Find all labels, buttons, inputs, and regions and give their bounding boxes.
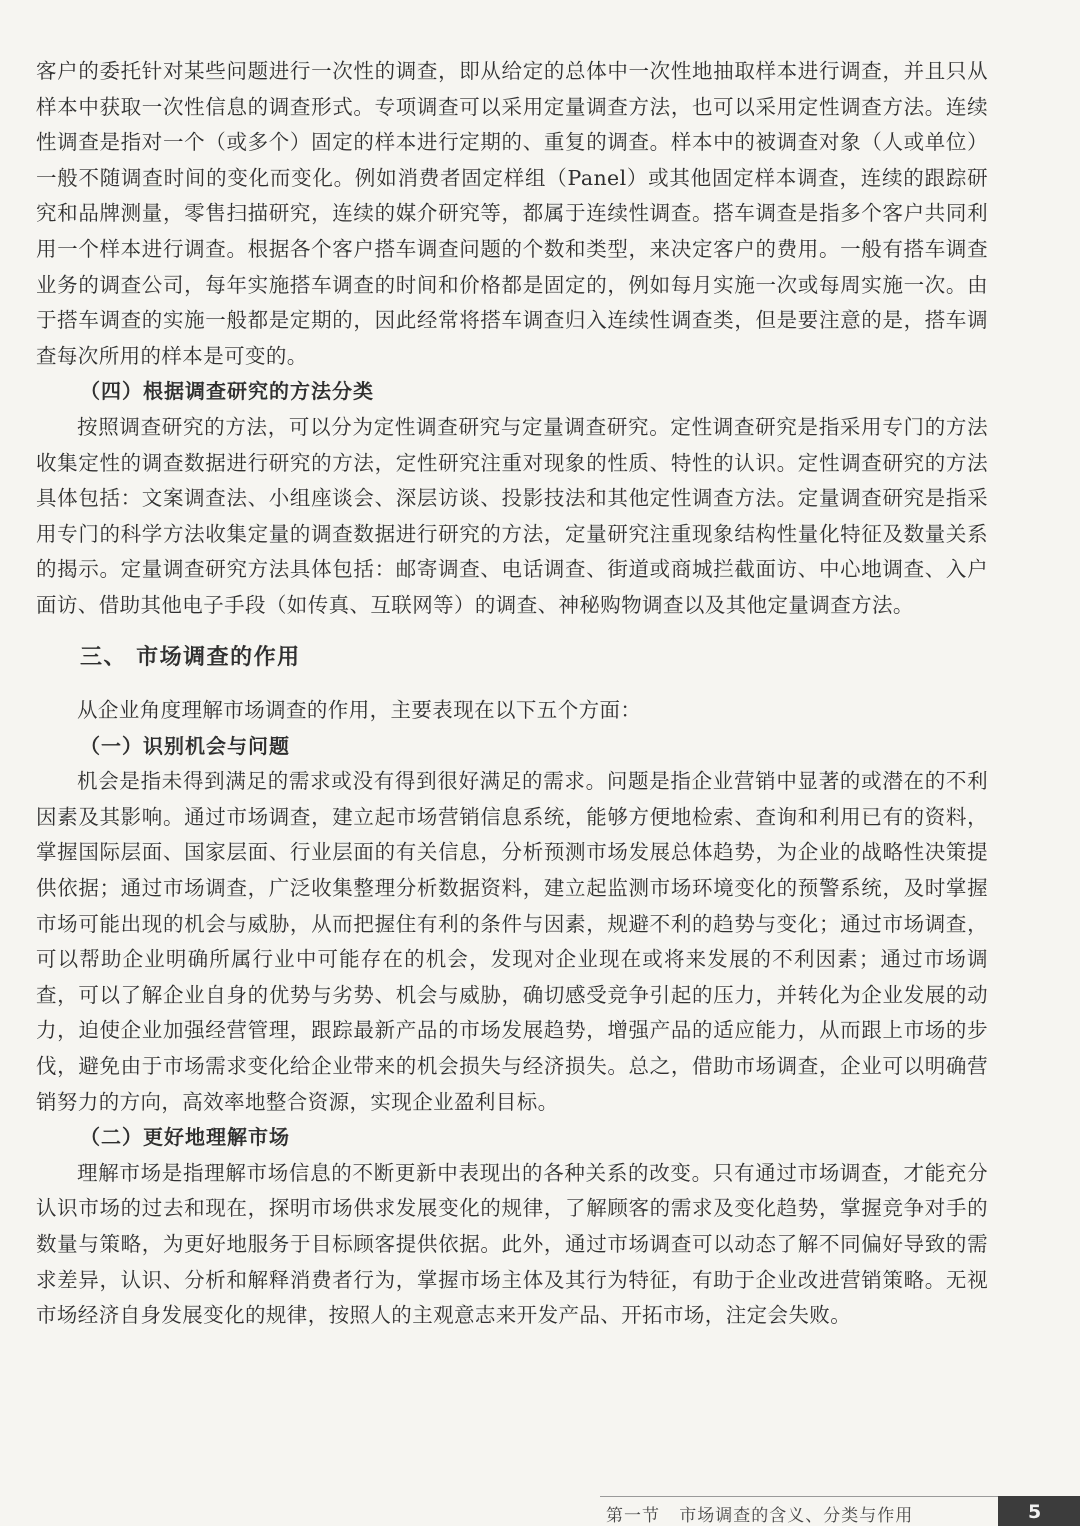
paragraph-opportunities-problems: 机会是指未得到满足的需求或没有得到很好满足的需求。问题是指企业营销中显著的或潜在的不利因素及其影响。通过市场调查，建立起市场营销信息系统，能够方便地检索、查询和利用已有的资料，掌握国际层面、国家层面、行业层面的有关信息，分析预测市场发展总体趋势，为企业的战略性决策提供依据；通过市场调查，广泛收集整理分析数据资料，建立起监测市场环境变化的预警系统，及时掌握市场可能出现的机会与威胁，从而把握住有利的条件与因素，规避不利的趋势与变化；通过市场调查，可以帮助企业明确所属行业中可能存在的机会，发现对企业现在或将来发展的不利因素；通过市场调查，可以了解企业自身的优势与劣势、机会与威胁，确切感受竞争引起的压力，并转化为企业发展的动力，迫使企业加强经营管理，跟踪最新产品的市场发展趋势，增强产品的适应能力，从而跟上市场的步伐，避免由于市场需求变化给企业带来的机会损失与经济损失。总之，借助市场调查，企业可以明确营销努力的方向，高效率地整合资源，实现企业盈利目标。 bbox=[36, 769, 988, 1114]
subheading-understand-market: （二）更好地理解市场 bbox=[80, 1125, 290, 1150]
paragraph-special-continuous-survey: 客户的委托针对某些问题进行一次性的调查，即从给定的总体中一次性地抽取样本进行调查，并且只从样本中获取一次性信息的调查形式。专项调查可以采用定量调查方法，也可以采用定性调查方法。连续性调查是指对一个（或多个）固定的样本进行定期的、重复的调查。样本中的被调查对象（人或单位）一般不随调查时间的变化而变化。例如消费者固定样组（Panel）或其他固定样本调查，连续的跟踪研究和品牌测量，零售扫描研究，连续的媒介研究等，都属于连续性调查。搭车调查是指多个客户共同利用一个样本进行调查。根据各个客户搭车调查问题的个数和类型，来决定客户的费用。一般有搭车调查业务的调查公司，每年实施搭车调查的时间和价格都是固定的，例如每月实施一次或每周实施一次。由于搭车调查的实施一般都是定期的，因此经常将搭车调查归入连续性调查类，但是要注意的是，搭车调查每次所用的样本是可变的。 bbox=[36, 59, 988, 368]
document-body bbox=[36, 54, 988, 1334]
page-number: 5 bbox=[1028, 1501, 1042, 1523]
subheading-method-classification: （四）根据调查研究的方法分类 bbox=[80, 379, 374, 404]
paragraph-qualitative-quantitative: 按照调查研究的方法，可以分为定性调查研究与定量调查研究。定性调查研究是指采用专门的方法收集定性的调查数据进行研究的方法，定性研究注重对现象的性质、特性的认识。定性调查研究的方法具体包括：文案调查法、小组座谈会、深层访谈、投影技法和其他定性调查方法。定量调查研究是指采用专门的科学方法收集定量的调查数据进行研究的方法，定量研究注重现象结构性量化特征及数量关系的揭示。定量调查研究方法具体包括：邮寄调查、电话调查、街道或商城拦截面访、中心地调查、入户面访、借助其他电子手段（如传真、互联网等）的调查、神秘购物调查以及其他定量调查方法。 bbox=[36, 414, 988, 617]
paragraph-five-aspects-intro: 从企业角度理解市场调查的作用，主要表现在以下五个方面： bbox=[77, 698, 642, 723]
section-heading-market-research-role: 三、 市场调查的作用 bbox=[80, 644, 301, 670]
paragraph-understand-market: 理解市场是指理解市场信息的不断更新中表现出的各种关系的改变。只有通过市场调查，才能充分认识市场的过去和现在，探明市场供求发展变化的规律，了解顾客的需求及变化趋势，掌握竞争对手的数量与策略，为更好地服务于目标顾客提供依据。此外，通过市场调查可以动态了解不同偏好导致的需求差异，认识、分析和解释消费者行为，掌握市场主体及其行为特征，有助于企业改进营销策略。无视市场经济自身发展变化的规律，按照人的主观意志来开发产品、开拓市场，注定会失败。 bbox=[36, 1160, 988, 1328]
footer-rule bbox=[600, 1496, 998, 1497]
page-number-box bbox=[998, 1496, 1080, 1526]
subheading-identify-opportunities: （一）识别机会与问题 bbox=[80, 733, 290, 758]
page-footer bbox=[0, 1492, 1080, 1526]
footer-section-label: 第一节 市场调查的含义、分类与作用 bbox=[606, 1506, 914, 1526]
